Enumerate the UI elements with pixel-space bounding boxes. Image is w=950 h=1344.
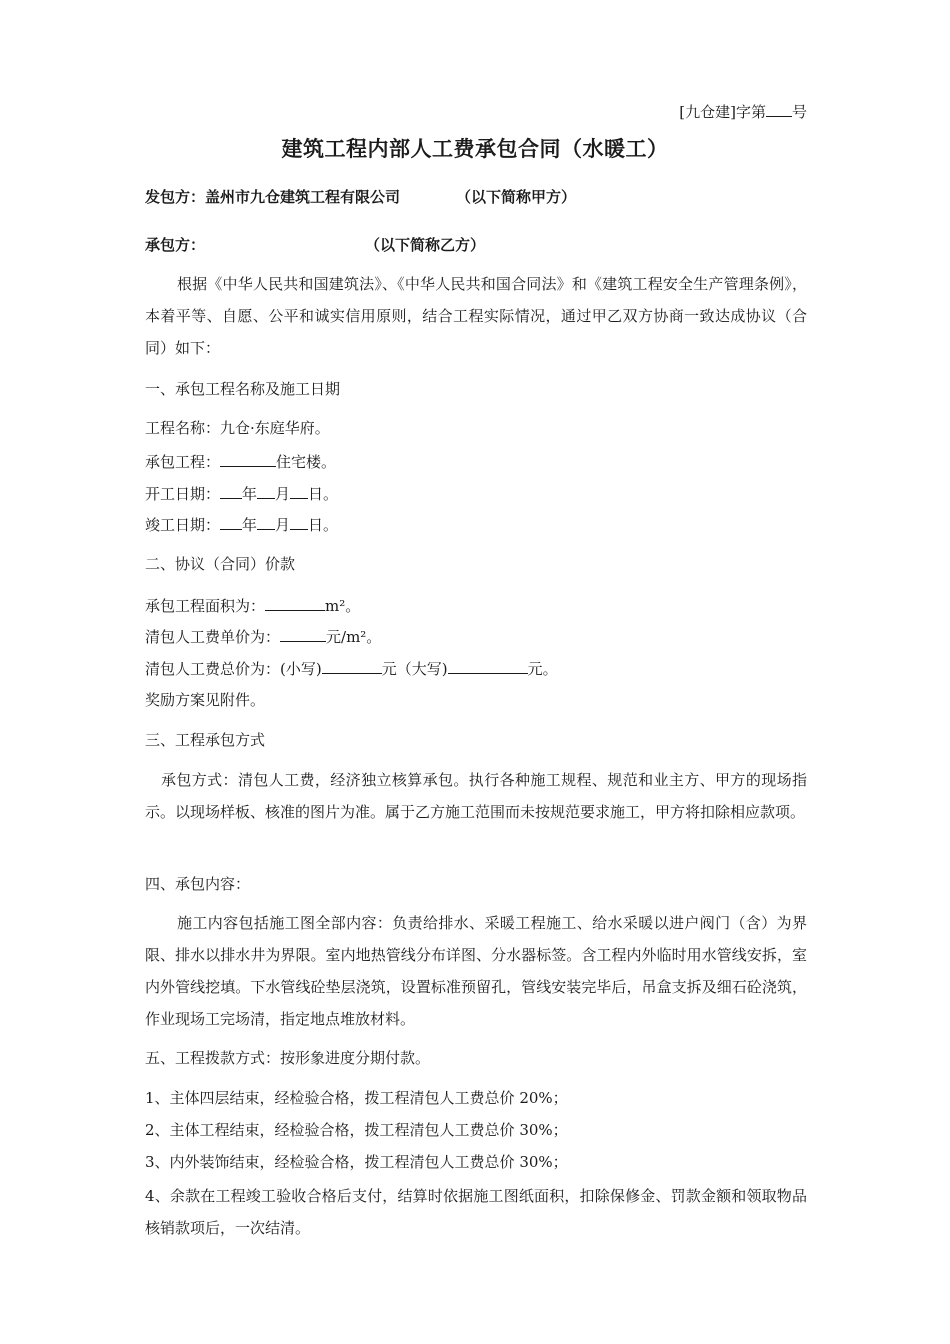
section3-body: 承包方式：清包人工费，经济独立核算承包。执行各种施工规程、规范和业主方、甲方的现场指示。以现场样板、核准的图片为准。属于乙方施工范围而未按规范要求施工，甲方将扣除相应款项。 [145, 771, 807, 821]
unit-price-label: 清包人工费单价为： [145, 628, 281, 646]
contract-area-label: 承包工程面积为： [145, 597, 266, 615]
section1-heading: 一、承包工程名称及施工日期 [145, 380, 341, 398]
unit-price-blank [280, 625, 326, 642]
start-date [145, 482, 807, 505]
section5-heading: 五、工程拨款方式：按形象进度分期付款。 [145, 1049, 431, 1067]
total-price-suffix: 元。 [527, 660, 558, 678]
contract-work [145, 450, 807, 473]
contract-work-blank [220, 450, 276, 467]
party-a [145, 186, 807, 208]
start-month-blank [257, 482, 275, 499]
unit-price-unit: 元/m²。 [326, 628, 382, 646]
contract-area-unit: m²。 [325, 597, 361, 615]
end-date [145, 513, 807, 536]
project-name: 工程名称：九仓·东庭华府。 [145, 419, 330, 437]
total-price-mid: 元（大写) [381, 660, 448, 678]
payment-item: 4、余款在工程竣工验收合格后支付，结算时依据施工图纸面积，扣除保修金、罚款金额和领取物品核销款项后，一次结清。 [145, 1187, 807, 1237]
end-month-label: 月 [275, 516, 291, 534]
party-b [145, 234, 807, 256]
end-date-label: 竣工日期： [145, 516, 221, 534]
total-price-small-blank [322, 657, 382, 674]
start-year-label: 年 [242, 485, 258, 503]
party-a-label: 发包方：盖州市九仓建筑工程有限公司 [145, 188, 401, 206]
doc-number [679, 100, 807, 122]
intro-paragraph: 根据《中华人民共和国建筑法》、《中华人民共和国合同法》和《建筑工程安全生产管理条例》，本着平等、自愿、公平和诚实信用原则，结合工程实际情况，通过甲乙双方协商一致达成协议（合同）如下： [145, 275, 807, 357]
contract-work-label: 承包工程： [145, 453, 221, 471]
section4-body: 施工内容包括施工图全部内容：负责给排水、采暖工程施工、给水采暖以进户阀门（含）为界限、排水以排水井为界限。室内地热管线分布详图、分水器标签。含工程内外临时用水管线安拆，室内外管线挖填。下水管线砼垫层浇筑，设置标准预留孔，管线安装完毕后，吊盒支拆及细石砼浇筑，作业现场工完场清，指定地点堆放材料。 [145, 914, 807, 1028]
end-day-blank [290, 513, 308, 530]
party-b-note: （以下简称乙方） [365, 236, 486, 254]
doc-number-blank [766, 100, 792, 117]
bonus-note: 奖励方案见附件。 [145, 691, 266, 709]
doc-number-prefix: [九仓建]字第 [679, 103, 766, 121]
start-month-label: 月 [275, 485, 291, 503]
section4-heading: 四、承包内容： [145, 875, 251, 893]
end-month-blank [257, 513, 275, 530]
unit-price [145, 625, 807, 648]
party-a-note: （以下简称甲方） [456, 188, 577, 206]
start-date-label: 开工日期： [145, 485, 221, 503]
contract-area [145, 594, 807, 617]
page-title: 建筑工程内部人工费承包合同（水暖工） [281, 137, 669, 161]
start-day-blank [290, 482, 308, 499]
contract-work-suffix: 住宅楼。 [276, 453, 337, 471]
section2-heading: 二、协议（合同）价款 [145, 555, 296, 573]
payment-item: 3、内外装饰结束，经检验合格，拨工程清包人工费总价 30%； [145, 1153, 568, 1171]
start-year-blank [220, 482, 242, 499]
section3-heading: 三、工程承包方式 [145, 731, 266, 749]
end-year-label: 年 [242, 516, 258, 534]
payment-item: 2、主体工程结束，经检验合格，拨工程清包人工费总价 30%； [145, 1121, 568, 1139]
end-year-blank [220, 513, 242, 530]
party-b-label: 承包方： [145, 236, 206, 254]
doc-number-suffix: 号 [791, 103, 807, 121]
total-price-big-blank [448, 657, 528, 674]
payment-item: 1、主体四层结束，经检验合格，拨工程清包人工费总价 20%； [145, 1089, 568, 1107]
contract-area-blank [265, 594, 325, 611]
total-price-label: 清包人工费总价为：(小写) [145, 660, 322, 678]
start-day-label: 日。 [308, 485, 339, 503]
total-price [145, 657, 807, 680]
end-day-label: 日。 [308, 516, 339, 534]
